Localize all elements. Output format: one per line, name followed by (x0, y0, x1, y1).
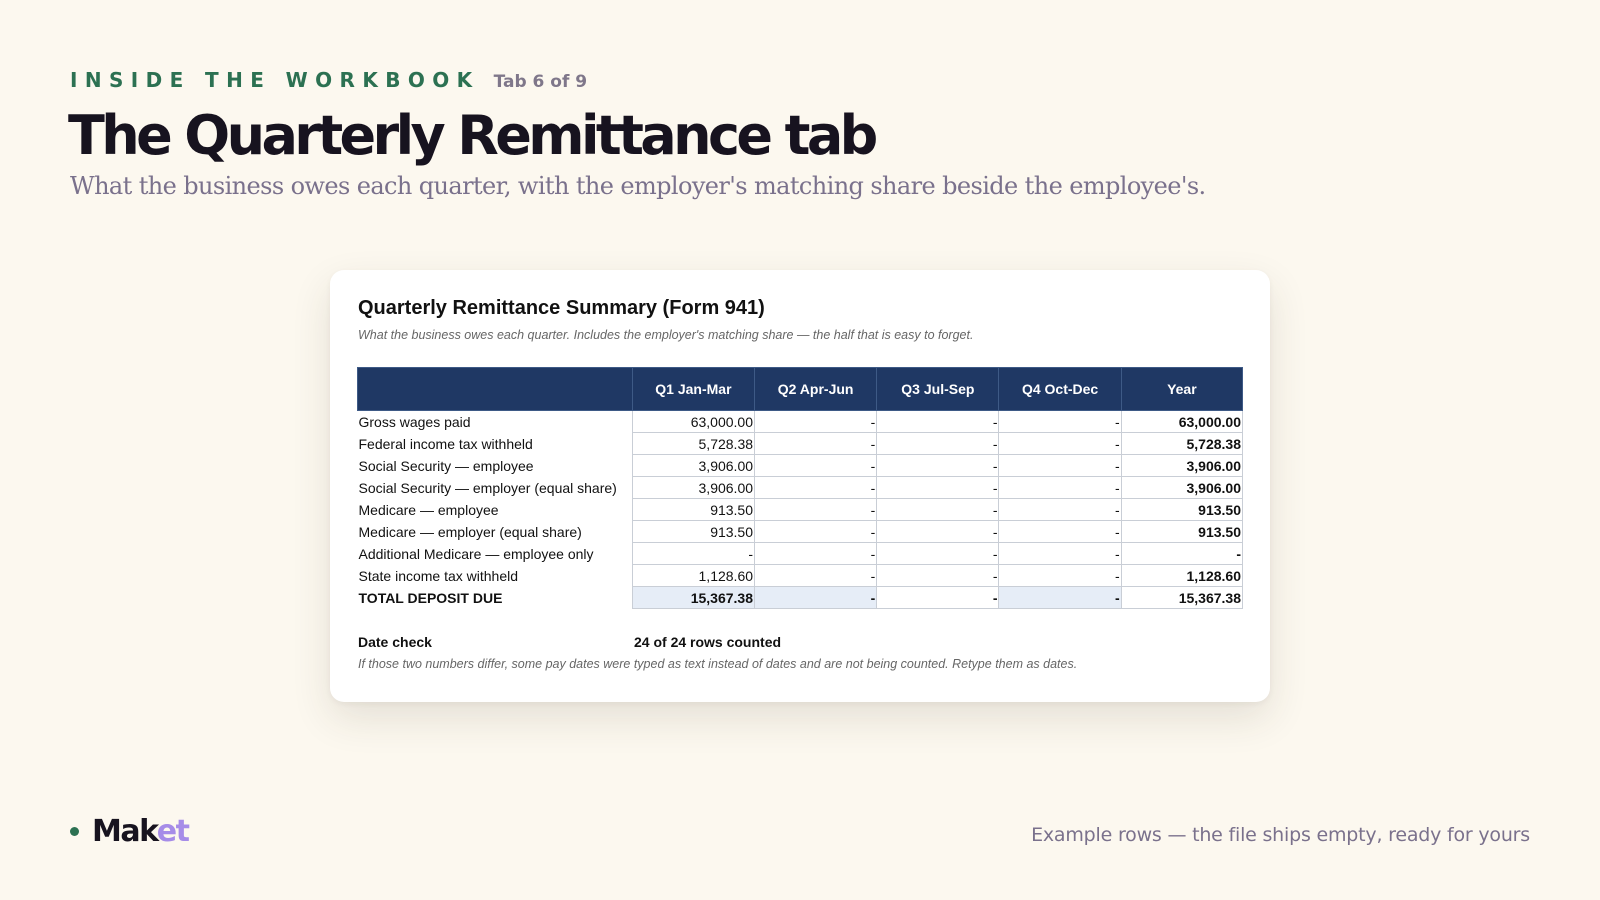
cell-q3[interactable]: - (877, 521, 999, 543)
table-row (358, 543, 1243, 565)
cell-year[interactable]: 913.50 (1121, 521, 1242, 543)
cell-q1[interactable]: 1,128.60 (632, 565, 754, 587)
brand-name-main: Mak (92, 814, 157, 849)
cell-q1[interactable]: - (632, 543, 754, 565)
footer-note: Example rows — the file ships empty, ready for yours (1031, 824, 1530, 846)
cell-q4[interactable]: - (999, 477, 1121, 499)
cell-year[interactable]: 1,128.60 (1121, 565, 1242, 587)
row-label[interactable]: Medicare — employee (358, 501, 499, 518)
cell-q2[interactable]: - (755, 565, 877, 587)
row-label[interactable]: Social Security — employer (equal share) (358, 479, 617, 496)
cell-q2[interactable]: - (755, 521, 877, 543)
cell-q2[interactable]: - (755, 477, 877, 499)
page-subtitle: What the business owes each quarter, with the employer's matching share beside the employee's. (70, 172, 1206, 200)
column-header-label[interactable] (358, 368, 633, 411)
total-q3[interactable]: - (877, 587, 999, 609)
date-check-value[interactable]: 24 of 24 rows counted (634, 634, 782, 650)
row-label[interactable]: Federal income tax withheld (358, 435, 533, 452)
total-q1[interactable]: 15,367.38 (632, 587, 754, 609)
cell-q4[interactable]: - (999, 455, 1121, 477)
eyebrow-label: INSIDE THE WORKBOOK (70, 68, 480, 92)
table-row (358, 477, 1243, 499)
cell-q3[interactable]: - (877, 477, 999, 499)
eyebrow (70, 68, 587, 92)
tab-indicator: Tab 6 of 9 (493, 72, 588, 92)
cell-q4[interactable]: - (999, 499, 1121, 521)
cell-q2[interactable]: - (755, 411, 877, 433)
cell-q3[interactable]: - (877, 455, 999, 477)
column-header-q1[interactable]: Q1 Jan-Mar (632, 368, 754, 411)
cell-q2[interactable]: - (755, 455, 877, 477)
table-row (358, 521, 1243, 543)
brand-logo (70, 814, 188, 849)
column-header-q3[interactable]: Q3 Jul-Sep (877, 368, 999, 411)
brand-name (92, 814, 188, 849)
row-label[interactable]: Medicare — employer (equal share) (358, 523, 582, 540)
cell-year[interactable]: - (1121, 543, 1242, 565)
cell-q3[interactable]: - (877, 411, 999, 433)
sheet-title: Quarterly Remittance Summary (Form 941) (358, 297, 765, 319)
cell-q3[interactable]: - (877, 499, 999, 521)
cell-year[interactable]: 3,906.00 (1121, 455, 1242, 477)
total-row (358, 587, 1243, 609)
cell-q2[interactable]: - (755, 543, 877, 565)
total-q2[interactable]: - (755, 587, 877, 609)
table-row (358, 411, 1243, 433)
cell-q4[interactable]: - (999, 565, 1121, 587)
date-check (358, 634, 958, 654)
cell-q4[interactable]: - (999, 521, 1121, 543)
row-label[interactable]: Social Security — employee (358, 457, 534, 474)
table-row (358, 433, 1243, 455)
total-q4[interactable]: - (999, 587, 1121, 609)
row-label[interactable]: Additional Medicare — employee only (358, 545, 594, 562)
cell-year[interactable]: 5,728.38 (1121, 433, 1242, 455)
column-header-q4[interactable]: Q4 Oct-Dec (999, 368, 1121, 411)
cell-q1[interactable]: 5,728.38 (632, 433, 754, 455)
cell-q1[interactable]: 3,906.00 (632, 455, 754, 477)
total-year[interactable]: 15,367.38 (1121, 587, 1242, 609)
table-row (358, 455, 1243, 477)
table-header-row (358, 368, 1243, 411)
sheet-note: What the business owes each quarter. Includes the employer's matching share — the half that is easy to forget. (358, 328, 974, 342)
cell-year[interactable]: 63,000.00 (1121, 411, 1242, 433)
cell-q1[interactable]: 913.50 (632, 521, 754, 543)
brand-name-accent: et (156, 814, 189, 849)
table-row (358, 499, 1243, 521)
cell-q3[interactable]: - (877, 433, 999, 455)
date-check-note: If those two numbers differ, some pay dates were typed as text instead of dates and are not being counted. Retype them as dates. (358, 657, 1078, 671)
cell-q3[interactable]: - (877, 565, 999, 587)
cell-q1[interactable]: 63,000.00 (632, 411, 754, 433)
date-check-label: Date check (358, 634, 432, 650)
cell-q1[interactable]: 3,906.00 (632, 477, 754, 499)
remittance-table (357, 367, 1243, 609)
cell-q4[interactable]: - (999, 433, 1121, 455)
total-label[interactable]: TOTAL DEPOSIT DUE (358, 589, 503, 606)
spreadsheet-card (330, 270, 1270, 702)
page-title: The Quarterly Remittance tab (68, 104, 875, 167)
cell-q2[interactable]: - (755, 499, 877, 521)
cell-q2[interactable]: - (755, 433, 877, 455)
row-label[interactable]: State income tax withheld (358, 567, 519, 584)
row-label[interactable]: Gross wages paid (358, 413, 471, 430)
cell-q4[interactable]: - (999, 543, 1121, 565)
column-header-q2[interactable]: Q2 Apr-Jun (755, 368, 877, 411)
cell-q3[interactable]: - (877, 543, 999, 565)
column-header-year[interactable]: Year (1121, 368, 1242, 411)
brand-dot-icon (70, 827, 79, 836)
cell-year[interactable]: 3,906.00 (1121, 477, 1242, 499)
cell-q4[interactable]: - (999, 411, 1121, 433)
cell-q1[interactable]: 913.50 (632, 499, 754, 521)
cell-year[interactable]: 913.50 (1121, 499, 1242, 521)
table-row (358, 565, 1243, 587)
